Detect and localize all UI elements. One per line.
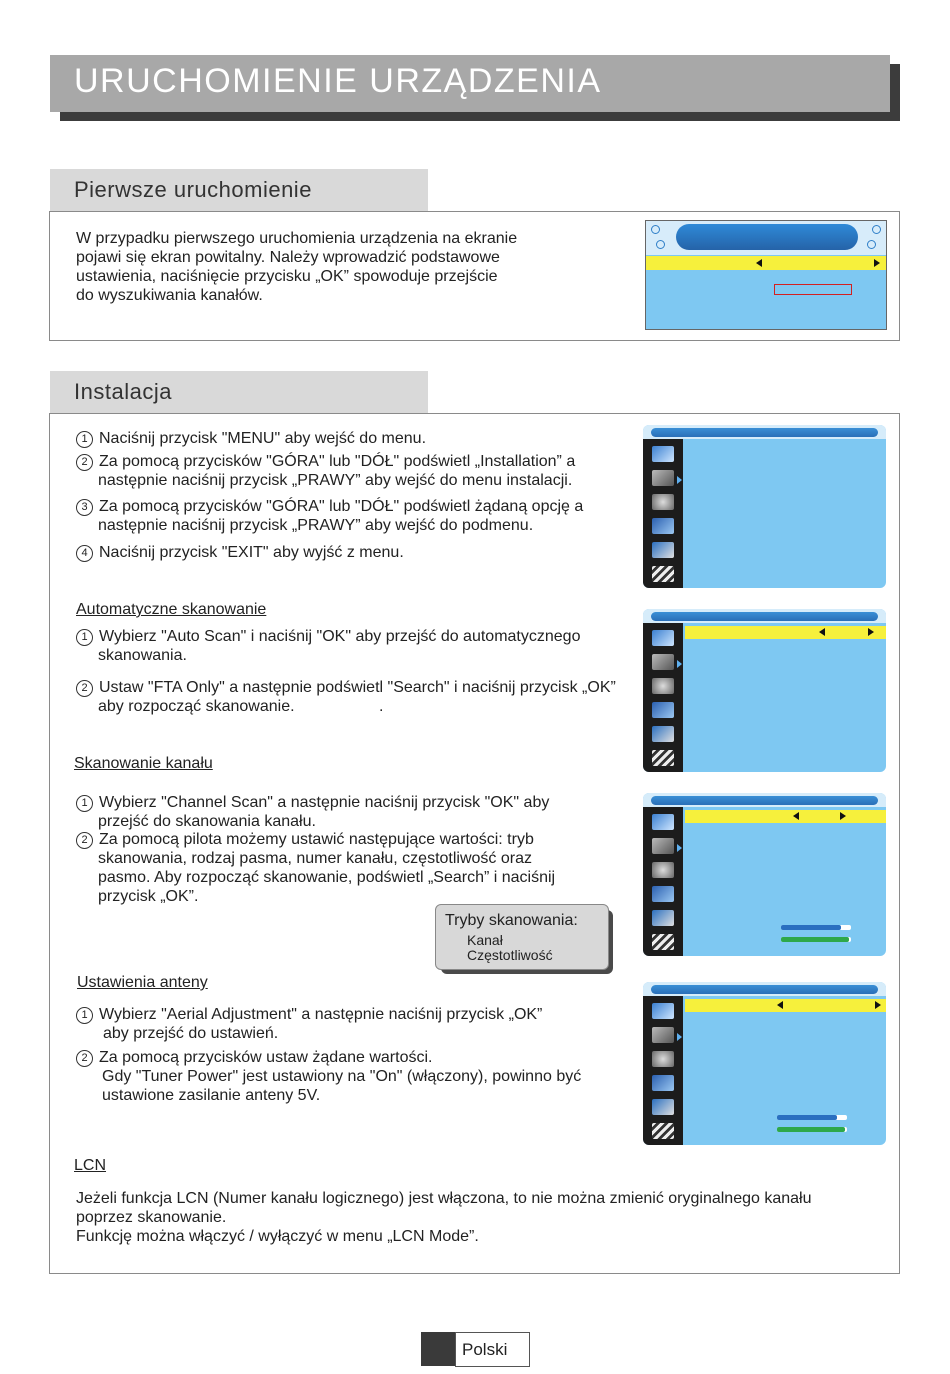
satellite-dish-icon — [652, 654, 674, 670]
channel-scan-title: Skanowanie kanału — [74, 755, 213, 772]
install-step-3: 3 Za pomocą przycisków "GÓRA" lub "DÓŁ" podświetl żądaną opcję a następnie naciśnij przycisk „PRAWY” aby wejść do podmenu. — [76, 497, 583, 535]
install-step-4: 4 Naciśnij przycisk "EXIT" aby wyjść z menu. — [76, 543, 404, 562]
auto-scan-step-2: 2 Ustaw "FTA Only" a następnie podświetl "Search" i naciśnij przycisk „OK” aby rozpocząć skanowanie. . — [76, 678, 616, 716]
antenna-icon — [652, 726, 674, 742]
globe-icon — [652, 886, 674, 902]
clapper-icon — [652, 750, 674, 766]
auto-scan-step-1: 1 Wybierz "Auto Scan" i naciśnij "OK" aby przejść do automatycznego skanowania. — [76, 627, 580, 665]
tv-icon — [652, 446, 674, 462]
globe-icon — [652, 518, 674, 534]
satellite-dish-icon — [652, 1027, 674, 1043]
footer-language: Polski — [455, 1332, 530, 1367]
tv-icon — [652, 1003, 674, 1019]
aerial-title: Ustawienia anteny — [77, 974, 208, 991]
aerial-step-1: 1 Wybierz "Aerial Adjustment" a następnie naciśnij przycisk „OK” aby przejść do ustawień. — [76, 1005, 542, 1043]
clapper-icon — [652, 1123, 674, 1139]
channel-scan-step-1: 1 Wybierz "Channel Scan" a następnie naciśnij przycisk "OK" aby przejść do skanowania kanału. — [76, 793, 549, 831]
section-header-installation: Instalacja — [50, 371, 428, 414]
globe-icon — [652, 702, 674, 718]
auto-scan-screen-image — [643, 609, 886, 772]
channel-scan-screen-image — [643, 793, 886, 956]
tv-icon — [652, 630, 674, 646]
aerial-step-2: 2 Za pomocą przycisków ustaw żądane wartości. Gdy "Tuner Power" jest ustawiony na "On" (włączony), powinno być ustawione zasilanie anteny 5V. — [76, 1048, 581, 1105]
aerial-screen-image — [643, 982, 886, 1145]
film-reel-icon — [652, 1051, 674, 1067]
antenna-icon — [652, 542, 674, 558]
antenna-icon — [652, 910, 674, 926]
footer-marker — [421, 1332, 455, 1366]
clapper-icon — [652, 934, 674, 950]
auto-scan-title: Automatyczne skanowanie — [76, 601, 267, 618]
channel-scan-step-2: 2 Za pomocą pilota możemy ustawić następujące wartości: tryb skanowania, rodzaj pasma, numer kanału, częstotliwość oraz pasmo. Aby rozpocząć skanowanie, podświetl „Search” i naciśnij przycisk „OK”. — [76, 830, 555, 906]
section-header-first-start: Pierwsze uruchomienie — [50, 169, 428, 212]
satellite-dish-icon — [652, 470, 674, 486]
tv-icon — [652, 814, 674, 830]
lcn-text: Jeżeli funkcja LCN (Numer kanału logicznego) jest włączona, to nie można zmienić oryginalnego kanału poprzez skanowanie. Funkcję można włączyć / wyłączyć w menu „LCN Mode”. — [76, 1190, 812, 1245]
clapper-icon — [652, 566, 674, 582]
film-reel-icon — [652, 678, 674, 694]
page-title: URUCHOMIENIE URZĄDZENIA — [74, 62, 602, 100]
welcome-screen-image — [645, 220, 887, 330]
antenna-icon — [652, 1099, 674, 1115]
globe-icon — [652, 1075, 674, 1091]
film-reel-icon — [652, 494, 674, 510]
first-start-text: W przypadku pierwszego uruchomienia urządzenia na ekranie pojawi się ekran powitalny. Należy wprowadzić podstawowe ustawienia, naciśnięcie przycisku „OK” spowoduje przejście do wyszukiwania kanałów. — [76, 230, 518, 304]
menu-screen-image — [643, 425, 886, 588]
film-reel-icon — [652, 862, 674, 878]
satellite-dish-icon — [652, 838, 674, 854]
lcn-title: LCN — [74, 1157, 107, 1174]
install-step-1: 1 Naciśnij przycisk "MENU" aby wejść do menu. — [76, 429, 426, 448]
scan-modes-box: Tryby skanowania: Kanał Częstotliwość — [435, 904, 609, 970]
install-step-2: 2 Za pomocą przycisków "GÓRA" lub "DÓŁ" podświetl „Installation” a następnie naciśnij przycisk „PRAWY” aby wejść do menu instalacji. — [76, 452, 575, 490]
